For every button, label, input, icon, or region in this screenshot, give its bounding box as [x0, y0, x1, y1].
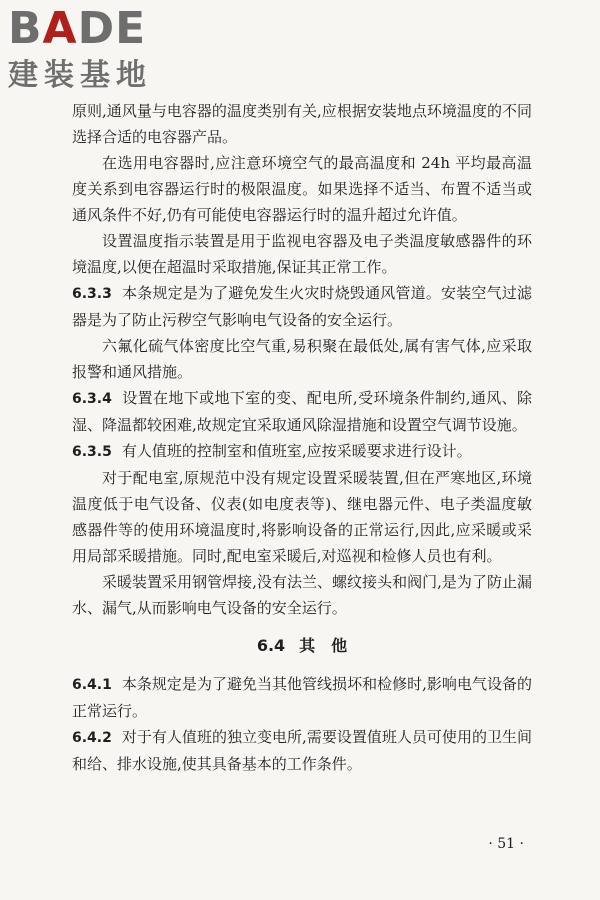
clause-paragraph	[72, 438, 532, 465]
clause-paragraph	[72, 385, 532, 438]
page-body	[72, 98, 532, 777]
clause-number: 6.3.4	[72, 391, 112, 407]
section-heading	[72, 633, 532, 659]
paragraph	[72, 465, 532, 569]
paragraph	[72, 333, 532, 385]
page-number: · 51 ·	[488, 836, 524, 852]
paragraph-text: 有人值班的控制室和值班室,应按采暖要求进行设计。	[121, 442, 472, 460]
paragraph-text: 六氟化硫气体密度比空气重,易积聚在最低处,属有害气体,应采取报警和通风措施。	[72, 337, 532, 381]
clause-number: 6.3.3	[72, 286, 112, 302]
paragraph	[72, 150, 532, 228]
clause-paragraph	[72, 280, 532, 333]
clause-number: 6.4.2	[72, 730, 112, 746]
brand-accent-letter: A	[42, 3, 78, 54]
clause-paragraph	[72, 671, 532, 724]
watermark-subtitle: 建装基地	[8, 58, 152, 93]
paragraph-text: 设置在地下或地下室的变、配电所,受环境条件制约,通风、除湿、降温都较困难,故规定宜采取通风除湿措施和设置空气调节设施。	[72, 389, 532, 434]
watermark-brand	[8, 4, 188, 54]
brand-part-1: B	[8, 3, 43, 54]
section-title: 其 他	[299, 636, 348, 655]
paragraph-text: 本条规定是为了避免发生火灾时烧毁通风管道。安装空气过滤器是为了防止污秽空气影响电气设备的安全运行。	[72, 284, 532, 329]
paragraph-text: 采暖装置采用钢管焊接,没有法兰、螺纹接头和阀门,是为了防止漏水、漏气,从而影响电气设备的安全运行。	[72, 573, 532, 617]
paragraph-text: 本条规定是为了避免当其他管线损坏和检修时,影响电气设备的正常运行。	[72, 675, 532, 720]
paragraph	[72, 228, 532, 280]
paragraph-text: 设置温度指示装置是用于监视电容器及电子类温度敏感器件的环境温度,以便在超温时采取措施,保证其正常工作。	[72, 232, 532, 276]
brand-part-2: DE	[77, 3, 147, 54]
paragraph-text: 原则,通风量与电容器的温度类别有关,应根据安装地点环境温度的不同选择合适的电容器产品。	[72, 102, 532, 146]
paragraph	[72, 98, 532, 150]
clause-number: 6.3.5	[72, 444, 112, 460]
paragraph-text: 在选用电容器时,应注意环境空气的最高温度和 24h 平均最高温度关系到电容器运行时的极限温度。如果选择不适当、布置不适当或通风条件不好,仍有可能使电容器运行时的温升超过允许值。	[72, 154, 532, 224]
paragraph-text: 对于配电室,原规范中没有规定设置采暖装置,但在严寒地区,环境温度低于电气设备、仪表(如电度表等)、继电器元件、电子类温度敏感器件等的使用环境温度时,将影响设备的正常运行,因此,应采暖或采用局部采暖措施。同时,配电室采暖后,对巡视和检修人员也有利。	[72, 469, 532, 565]
watermark-logo	[8, 4, 188, 94]
clause-paragraph	[72, 724, 532, 777]
clause-number: 6.4.1	[72, 677, 112, 693]
paragraph-text: 对于有人值班的独立变电所,需要设置值班人员可使用的卫生间和给、排水设施,使其具备基本的工作条件。	[72, 728, 532, 773]
section-number: 6.4	[256, 636, 286, 655]
paragraph	[72, 569, 532, 621]
